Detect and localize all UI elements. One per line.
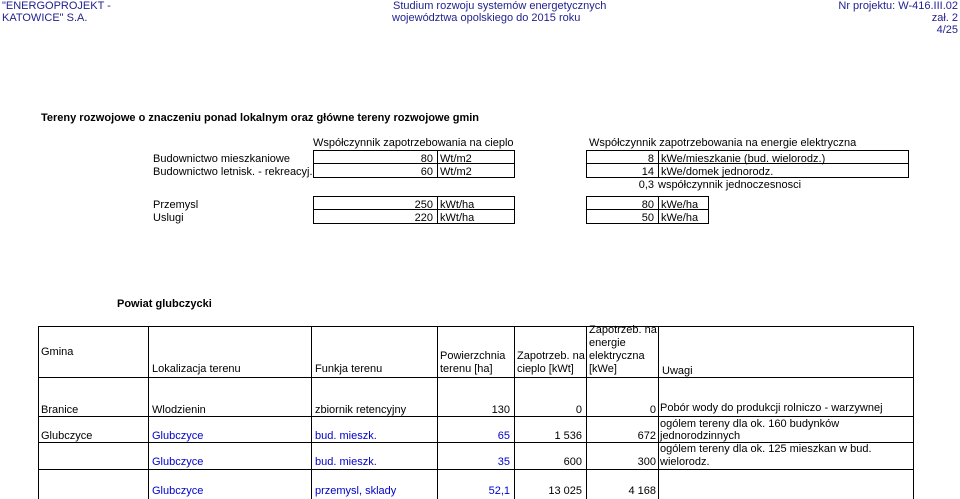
header-uwagi: Uwagi	[662, 365, 693, 377]
power-unit-recreational: kWe/domek jednorodz.	[661, 166, 774, 178]
powiat-title: Powiat glubczycki	[117, 298, 212, 310]
power-val-industry: 80	[641, 199, 654, 211]
power-coeff-vdivider	[658, 150, 659, 178]
coeff-label-industry: Przemysl	[153, 199, 199, 211]
power-unit-industry: kWe/ha	[661, 199, 699, 211]
page-number: 4/25	[936, 24, 958, 36]
col-divider-6	[658, 326, 659, 499]
row2-lokalizacja: Glubczyce	[152, 430, 204, 442]
row3-cieplo: 600	[563, 456, 582, 468]
row2-gmina: Glubczyce	[41, 430, 93, 442]
header-energia-1: Zapotrzeb. na	[589, 324, 657, 336]
row2-powierzchnia: 65	[497, 430, 510, 442]
row1-powierzchnia: 130	[491, 404, 510, 416]
row1-gmina: Branice	[41, 404, 79, 416]
coeff-label-residential: Budownictwo mieszkaniowe	[153, 153, 290, 165]
row1-divider	[38, 416, 914, 417]
row2-funkcja: bud. mieszk.	[315, 430, 377, 442]
power-coeff-header: Współczynnik zapotrzebowania na energie elektryczna	[589, 137, 857, 149]
project-number: Nr projektu: W-416.III.02	[838, 0, 958, 12]
heat-val-residential: 80	[420, 153, 433, 165]
row4-energia: 4 168	[628, 485, 656, 497]
header-energia-3: elektryczna	[589, 350, 645, 362]
row4-lokalizacja: Glubczyce	[152, 485, 204, 497]
power-val-services: 50	[641, 212, 654, 224]
row3-funkcja: bud. mieszk.	[315, 456, 377, 468]
row4-cieplo: 13 025	[548, 485, 582, 497]
header-funkcja: Funkja terenu	[315, 363, 383, 375]
header-energia-2: energie	[589, 337, 626, 349]
row4-funkcja: przemysl, sklady	[315, 485, 397, 497]
col-divider-2	[311, 326, 312, 499]
row4-powierzchnia: 52,1	[488, 485, 510, 497]
row1-energia: 0	[649, 404, 656, 416]
row2-cieplo: 1 536	[554, 430, 582, 442]
coeff-label-recreational: Budownictwo letnisk. - rekreacyj.	[153, 166, 313, 178]
row3-powierzchnia: 35	[497, 456, 510, 468]
header-energia-4: [kWe]	[589, 363, 617, 375]
power-coeff-vdivider-2	[658, 196, 659, 224]
company-name-line2: KATOWICE" S.A.	[2, 12, 88, 24]
company-name-line1: "ENERGOPROJEKT -	[2, 0, 111, 12]
simultaneity-label: współczynnik jednoczesnosci	[658, 179, 802, 191]
power-val-residential: 8	[647, 153, 654, 165]
simultaneity-value: 0,3	[638, 179, 654, 191]
heat-val-industry: 250	[414, 199, 433, 211]
row1-cieplo: 0	[575, 404, 582, 416]
heat-unit-services: kWt/ha	[440, 212, 475, 224]
study-title-line2: województwa opolskiego do 2015 roku	[392, 12, 581, 24]
table-header-divider	[38, 377, 914, 378]
study-title-line1: Studium rozwoju systemów energetycznych	[393, 0, 607, 12]
row3-uwagi-line1: ogólem tereny dla ok. 125 mieszkan w bud.	[660, 443, 872, 455]
power-unit-residential: kWe/mieszkanie (bud. wielorodz.)	[661, 153, 826, 165]
header-cieplo-1: Zapotrzeb. na	[517, 350, 585, 362]
header-cieplo-2: cieplo [kWt]	[517, 363, 574, 375]
row2-energia: 672	[637, 430, 656, 442]
row1-lokalizacja: Wlodzienin	[152, 404, 206, 416]
row3-uwagi-line2: wielorodz.	[660, 456, 710, 468]
header-powierzchnia-2: terenu [ha]	[440, 363, 493, 375]
heat-coeff-vdivider	[437, 150, 438, 178]
row3-lokalizacja: Glubczyce	[152, 456, 204, 468]
row2-uwagi-line1: ogólem tereny dla ok. 160 budynków	[660, 418, 840, 430]
power-val-recreational: 14	[641, 166, 654, 178]
heat-unit-recreational: Wt/m2	[440, 166, 472, 178]
header-lokalizacja: Lokalizacja terenu	[152, 363, 241, 375]
coeff-label-services: Uslugi	[153, 212, 184, 224]
row1-funkcja: zbiornik retencyjny	[315, 404, 407, 416]
attachment-number: zał. 2	[931, 12, 958, 24]
row1-uwagi: Pobór wody do produkcji rolniczo - warzywnej	[660, 402, 883, 414]
heat-val-recreational: 60	[420, 166, 433, 178]
section-title: Tereny rozwojowe o znaczeniu ponad lokalnym oraz główne tereny rozwojowe gmin	[41, 112, 480, 124]
heat-unit-industry: kWt/ha	[440, 199, 475, 211]
row3-divider	[38, 469, 914, 470]
power-unit-services: kWe/ha	[661, 212, 699, 224]
header-powierzchnia-1: Powierzchnia	[440, 350, 506, 362]
row2-uwagi-line2: jednorodzinnych	[660, 430, 741, 442]
row3-energia: 300	[637, 456, 656, 468]
col-divider-1	[148, 326, 149, 499]
heat-coeff-header: Współczynnik zapotrzebowania na cieplo	[313, 137, 514, 149]
heat-unit-residential: Wt/m2	[440, 153, 472, 165]
heat-val-services: 220	[414, 212, 433, 224]
header-gmina: Gmina	[41, 346, 74, 358]
heat-coeff-vdivider-2	[437, 196, 438, 224]
